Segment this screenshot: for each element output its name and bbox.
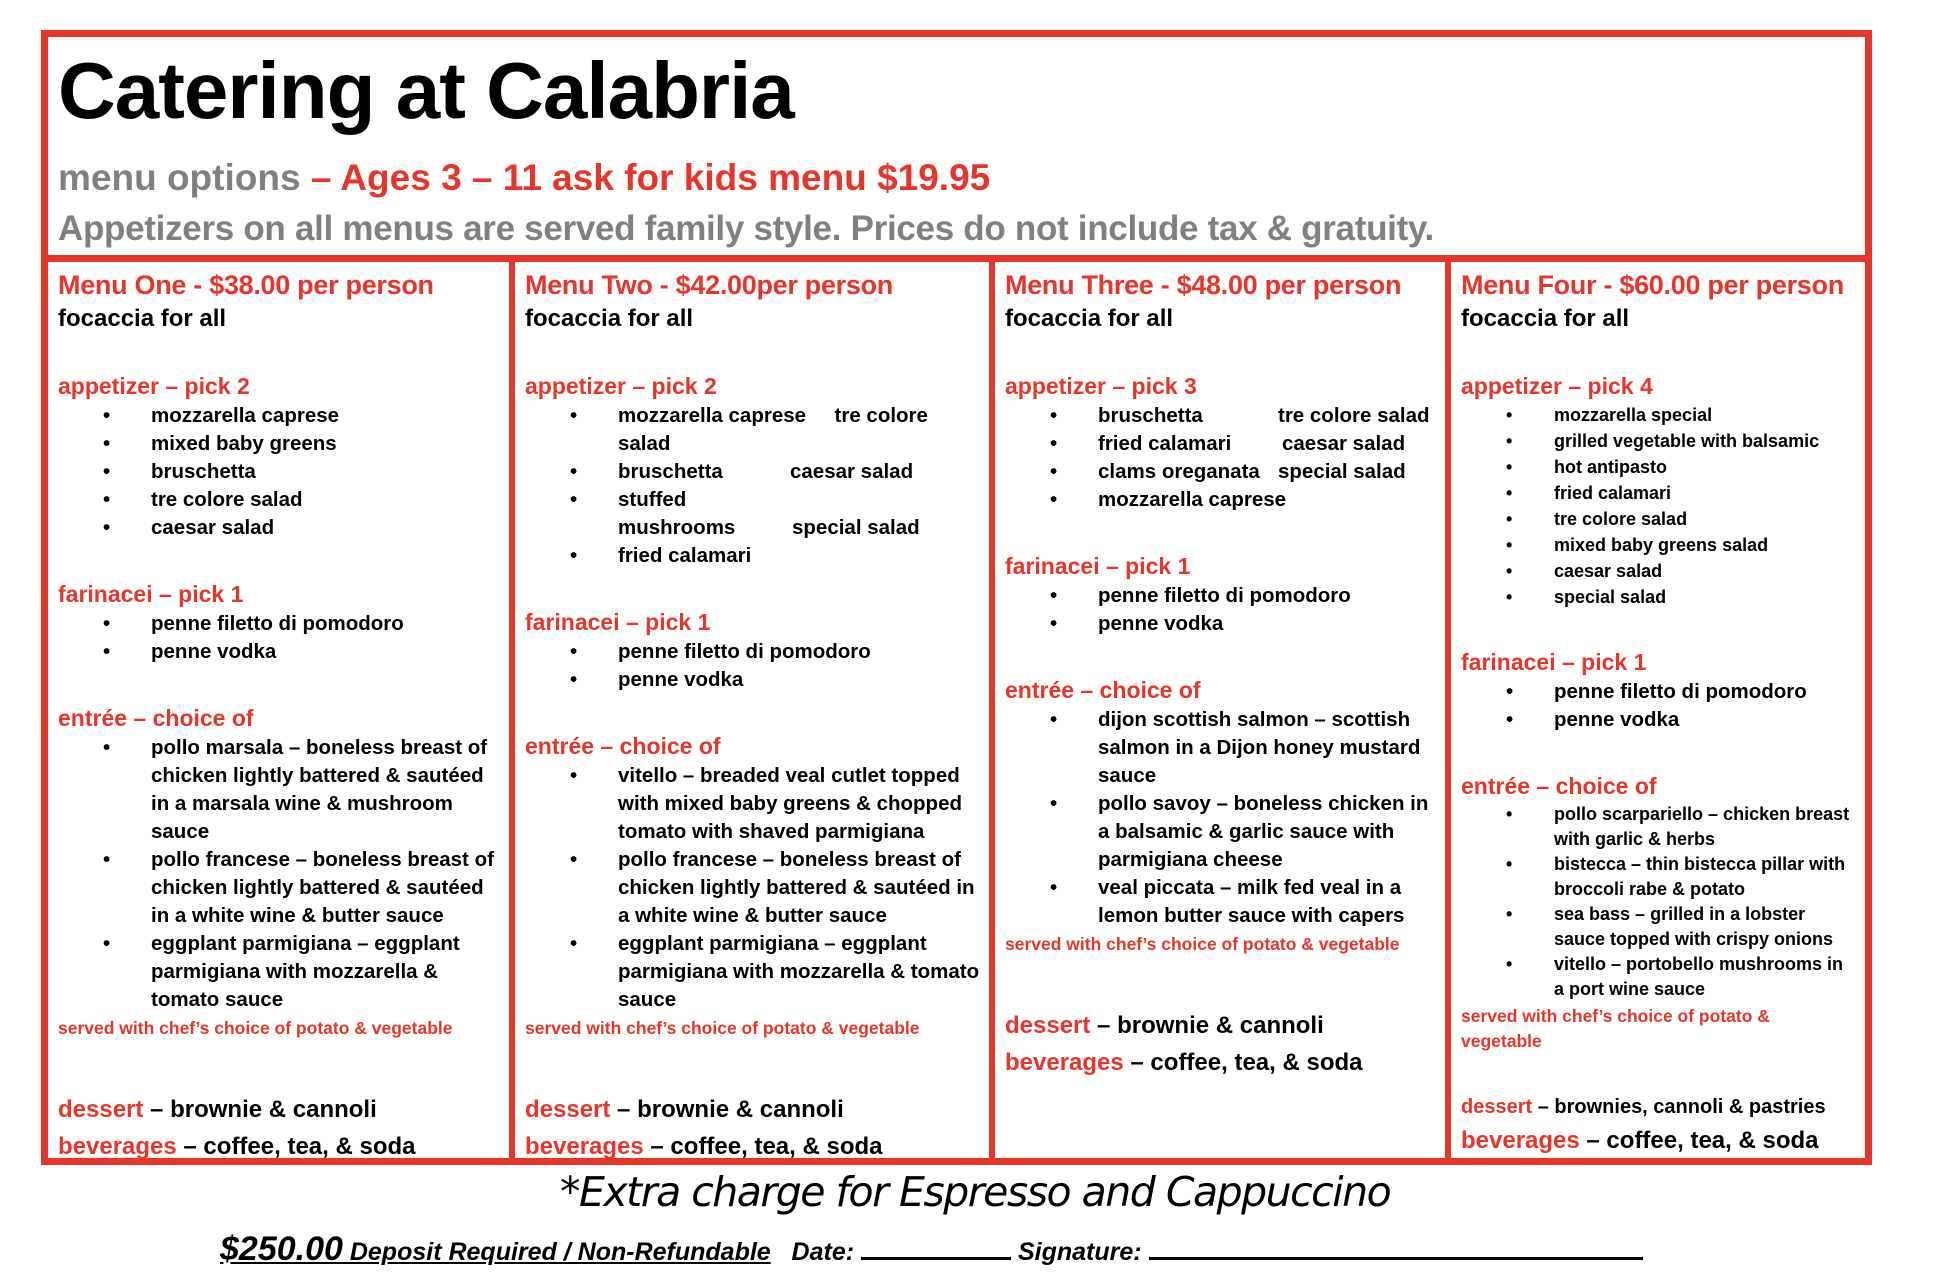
bullet-icon: • [1506,483,1513,503]
menu-columns [48,262,1865,1158]
list-item [58,486,501,514]
dessert-line [1461,1092,1857,1122]
list-item [525,542,981,570]
dessert-label: dessert [1461,1096,1533,1118]
farinacei-list [58,610,501,666]
farinacei-heading: farinacei – pick 1 [1005,553,1191,579]
item-text: eggplant parmigiana – eggplant parmigiana with mozzarella & tomato sauce [618,932,980,1011]
list-item [1005,790,1437,874]
list-item [1005,486,1437,514]
bullet-icon: • [1506,509,1513,529]
bullet-icon: • [570,848,578,871]
date-field[interactable] [861,1237,1011,1260]
item-text: pollo scarpariello – chicken breast with garlic & herbs [1554,804,1850,849]
list-item [1461,902,1857,952]
served-with-note: served with chef’s choice of potato & vegetable [1461,1006,1770,1051]
bullet-icon: • [1506,904,1513,924]
beverages-line [1461,1122,1857,1159]
item-text: fried calamari [618,544,752,567]
date-label: Date: [791,1238,855,1266]
entree-list [1461,802,1857,1002]
bullet-icon: • [1506,587,1513,607]
dessert-line [1005,1007,1437,1044]
bullet-icon: • [1050,460,1058,483]
list-item [1005,706,1437,790]
dessert-value: – brownies, cannoli & pastries [1532,1096,1826,1118]
item-text: pollo francese – boneless breast of chicken lightly battered & sautéed in a white wine & butter sauce [618,848,975,927]
served-with-note: served with chef’s choice of potato & vegetable [525,1018,920,1038]
list-item [1461,678,1857,706]
item-text: mixed baby greens salad [1554,535,1769,555]
entree-list [525,762,981,1014]
item-text: vitello – breaded veal cutlet topped with mixed baby greens & chopped tomato with shaved parmigiana [618,764,963,843]
list-item [1461,428,1857,454]
focaccia-line: focaccia for all [1461,305,1630,332]
list-item [1005,458,1437,486]
appetizer-list [525,402,981,570]
menu-four [1445,262,1865,1158]
list-item [525,762,981,846]
item-text: penne vodka [1554,708,1680,731]
item-text: bruschetta [618,460,723,483]
bullet-icon: • [1506,954,1513,974]
bullet-icon: • [570,544,578,567]
bullet-icon: • [570,460,578,483]
beverages-label: beverages [1461,1127,1580,1154]
bullet-icon: • [570,932,578,955]
focaccia-line: focaccia for all [525,305,694,332]
bullet-icon: • [1506,405,1513,425]
item-text-2: tre colore salad [1278,404,1430,427]
subtitle [58,159,990,196]
bullet-icon: • [103,640,111,663]
menu-heading: Menu Two - $42.00per person [525,270,893,300]
item-text: hot antipasto [1554,457,1667,477]
item-text: penne vodka [151,640,277,663]
list-item [58,402,501,430]
menu-one [48,262,509,1158]
item-text: dijon scottish salmon – scottish salmon in a Dijon honey mustard sauce [1098,708,1421,787]
served-with-note: served with chef’s choice of potato & vegetable [1005,934,1400,954]
dessert-line [525,1091,981,1128]
item-text: mozzarella caprese [1098,488,1287,511]
item-text: grilled vegetable with balsamic [1554,431,1820,451]
item-text: bruschetta [151,460,256,483]
bullet-icon: • [570,668,578,691]
menu-frame [41,30,1872,1165]
bullet-icon: • [570,640,578,663]
dessert-value: – brownie & cannoli [610,1096,844,1123]
bullet-icon: • [103,460,111,483]
farinacei-heading: farinacei – pick 1 [58,581,244,607]
dessert-label: dessert [525,1096,611,1123]
bullet-icon: • [1050,584,1058,607]
bullet-icon: • [1506,431,1513,451]
family-style-note: Appetizers on all menus are served family style. Prices do not include tax & gratuity. [58,209,1434,248]
appetizer-heading: appetizer – pick 4 [1461,373,1653,399]
beverages-value: – coffee, tea, & soda [643,1133,883,1160]
list-item [525,930,981,1014]
bullet-icon: • [1050,792,1058,815]
beverages-label: beverages [1005,1049,1124,1076]
item-text: bistecca – thin bistecca pillar with broccoli rabe & potato [1554,854,1846,899]
appetizer-heading: appetizer – pick 2 [525,373,717,399]
extra-charge-note: *Extra charge for Espresso and Cappuccino [560,1168,1391,1216]
list-item [525,638,981,666]
menu-two [509,262,989,1158]
appetizer-list [58,402,501,542]
item-text: mozzarella special [1554,405,1713,425]
beverages-value: – coffee, tea, & soda [1579,1127,1819,1154]
item-text: penne filetto di pomodoro [1098,584,1351,607]
farinacei-list [525,638,981,694]
menu-heading: Menu Four - $60.00 per person [1461,270,1844,300]
list-item [1461,706,1857,734]
bullet-icon: • [1506,854,1513,874]
page-title: Catering at Calabria [58,46,794,135]
dessert-value: – brownie & cannoli [1090,1012,1324,1039]
bullet-icon: • [1050,708,1058,731]
bullet-icon: • [103,736,111,759]
item-text-2: caesar salad [1282,432,1406,455]
list-item [525,846,981,930]
item-text-2: special salad [1278,460,1406,483]
entree-list [1005,706,1437,930]
list-item [58,514,501,542]
signature-field[interactable] [1149,1237,1643,1260]
item-text: fried calamari [1554,483,1672,503]
bullet-icon: • [1050,432,1058,455]
farinacei-heading: farinacei – pick 1 [525,609,711,635]
list-item [525,402,981,458]
item-text: vitello – portobello mushrooms in a port wine sauce [1554,954,1844,999]
menu-heading: Menu Three - $48.00 per person [1005,270,1402,300]
entree-heading: entrée – choice of [1461,773,1657,799]
beverages-value: – coffee, tea, & soda [1123,1049,1363,1076]
subtitle-menu-options: menu options [58,157,301,198]
bullet-icon: • [103,404,111,427]
bullet-icon: • [570,764,578,787]
dessert-label: dessert [58,1096,144,1123]
bullet-icon: • [570,404,578,427]
bullet-icon: • [103,848,111,871]
entree-heading: entrée – choice of [58,705,254,731]
item-text: fried calamari [1098,432,1232,455]
list-item [1461,402,1857,428]
list-item [58,638,501,666]
bullet-icon: • [1050,612,1058,635]
farinacei-heading: farinacei – pick 1 [1461,649,1647,675]
list-item [1461,952,1857,1002]
item-text: special salad [1554,587,1667,607]
bullet-icon: • [103,612,111,635]
appetizer-list [1461,402,1857,610]
dessert-label: dessert [1005,1012,1091,1039]
item-text: tre colore salad [151,488,303,511]
bullet-icon: • [103,516,111,539]
list-item [1461,506,1857,532]
item-text: mozzarella caprese [151,404,340,427]
list-item [58,458,501,486]
appetizer-heading: appetizer – pick 2 [58,373,250,399]
list-item [58,930,501,1014]
item-text-2: caesar salad [790,460,914,483]
beverages-line [525,1128,981,1165]
item-text: caesar salad [1554,561,1663,581]
bullet-icon: • [1506,708,1514,731]
entree-heading: entrée – choice of [1005,677,1201,703]
item-text: veal piccata – milk fed veal in a lemon butter sauce with capers [1098,876,1405,927]
signature-label: Signature: [1017,1238,1142,1266]
beverages-label: beverages [58,1133,177,1160]
item-text: mixed baby greens [151,432,337,455]
bullet-icon: • [1050,876,1058,899]
menu-heading: Menu One - $38.00 per person [58,270,434,300]
deposit-amount: $250.00 [220,1230,343,1268]
bullet-icon: • [1506,457,1513,477]
focaccia-line: focaccia for all [1005,305,1174,332]
item-text: caesar salad [151,516,275,539]
item-text: clams oreganata [1098,460,1260,483]
list-item [1005,402,1437,430]
item-text: penne filetto di pomodoro [618,640,871,663]
list-item [58,430,501,458]
list-item [1461,558,1857,584]
list-item [1005,582,1437,610]
list-item [1461,802,1857,852]
bullet-icon: • [1506,680,1514,703]
list-item [1461,480,1857,506]
list-item [525,458,981,486]
list-item [1005,874,1437,930]
beverages-label: beverages [525,1133,644,1160]
subtitle-kids-menu: – Ages 3 – 11 ask for kids menu $19.95 [300,157,991,198]
served-with-note: served with chef’s choice of potato & vegetable [58,1018,453,1038]
item-text: eggplant parmigiana – eggplant parmigiana with mozzarella & tomato sauce [151,932,460,1011]
bullet-icon: • [1506,804,1513,824]
list-item [58,846,501,930]
list-item [525,666,981,694]
item-text: pollo marsala – boneless breast of chicken lightly battered & sautéed in a marsala wine & mushroom sauce [151,736,488,843]
appetizer-list [1005,402,1437,514]
deposit-text [220,1230,771,1268]
header [48,37,1865,262]
list-item [58,734,501,846]
entree-heading: entrée – choice of [525,733,721,759]
entree-list [58,734,501,1014]
deposit-line [220,1232,1643,1269]
bullet-icon: • [103,432,111,455]
focaccia-line: focaccia for all [58,305,227,332]
beverages-value: – coffee, tea, & soda [176,1133,416,1160]
bullet-icon: • [103,932,111,955]
bullet-icon: • [1050,404,1058,427]
beverages-line [58,1128,501,1165]
menu-three [989,262,1445,1158]
deposit-description: Deposit Required / Non-Refundable [342,1238,771,1266]
item-text: mozzarella caprese [618,404,807,427]
list-item [1005,430,1437,458]
item-text: sea bass – grilled in a lobster sauce topped with crispy onions [1554,904,1834,949]
farinacei-list [1461,678,1857,734]
farinacei-list [1005,582,1437,638]
item-text: penne filetto di pomodoro [151,612,404,635]
bullet-icon: • [103,488,111,511]
item-text: penne vodka [1098,612,1224,635]
list-item [1461,852,1857,902]
item-text: penne vodka [618,668,744,691]
list-item [58,610,501,638]
item-text: pollo francese – boneless breast of chicken lightly battered & sautéed in a white wine & butter sauce [151,848,494,927]
item-text-2: special salad [792,516,920,539]
beverages-line [1005,1044,1437,1081]
item-text: tre colore salad [1554,509,1688,529]
item-text-2: tre colore salad [618,404,928,455]
item-text: pollo savoy – boneless chicken in a balsamic & garlic sauce with parmigiana cheese [1098,792,1429,871]
bullet-icon: • [1506,561,1513,581]
dessert-line [58,1091,501,1128]
bullet-icon: • [1050,488,1058,511]
item-text: penne filetto di pomodoro [1554,680,1807,703]
list-item [1461,584,1857,610]
bullet-icon: • [1506,535,1513,555]
bullet-icon: • [570,488,578,511]
list-item [1005,610,1437,638]
item-text: bruschetta [1098,404,1203,427]
list-item [525,486,981,542]
list-item [1461,532,1857,558]
item-text: stuffed mushrooms [618,488,736,539]
appetizer-heading: appetizer – pick 3 [1005,373,1197,399]
dessert-value: – brownie & cannoli [143,1096,377,1123]
list-item [1461,454,1857,480]
